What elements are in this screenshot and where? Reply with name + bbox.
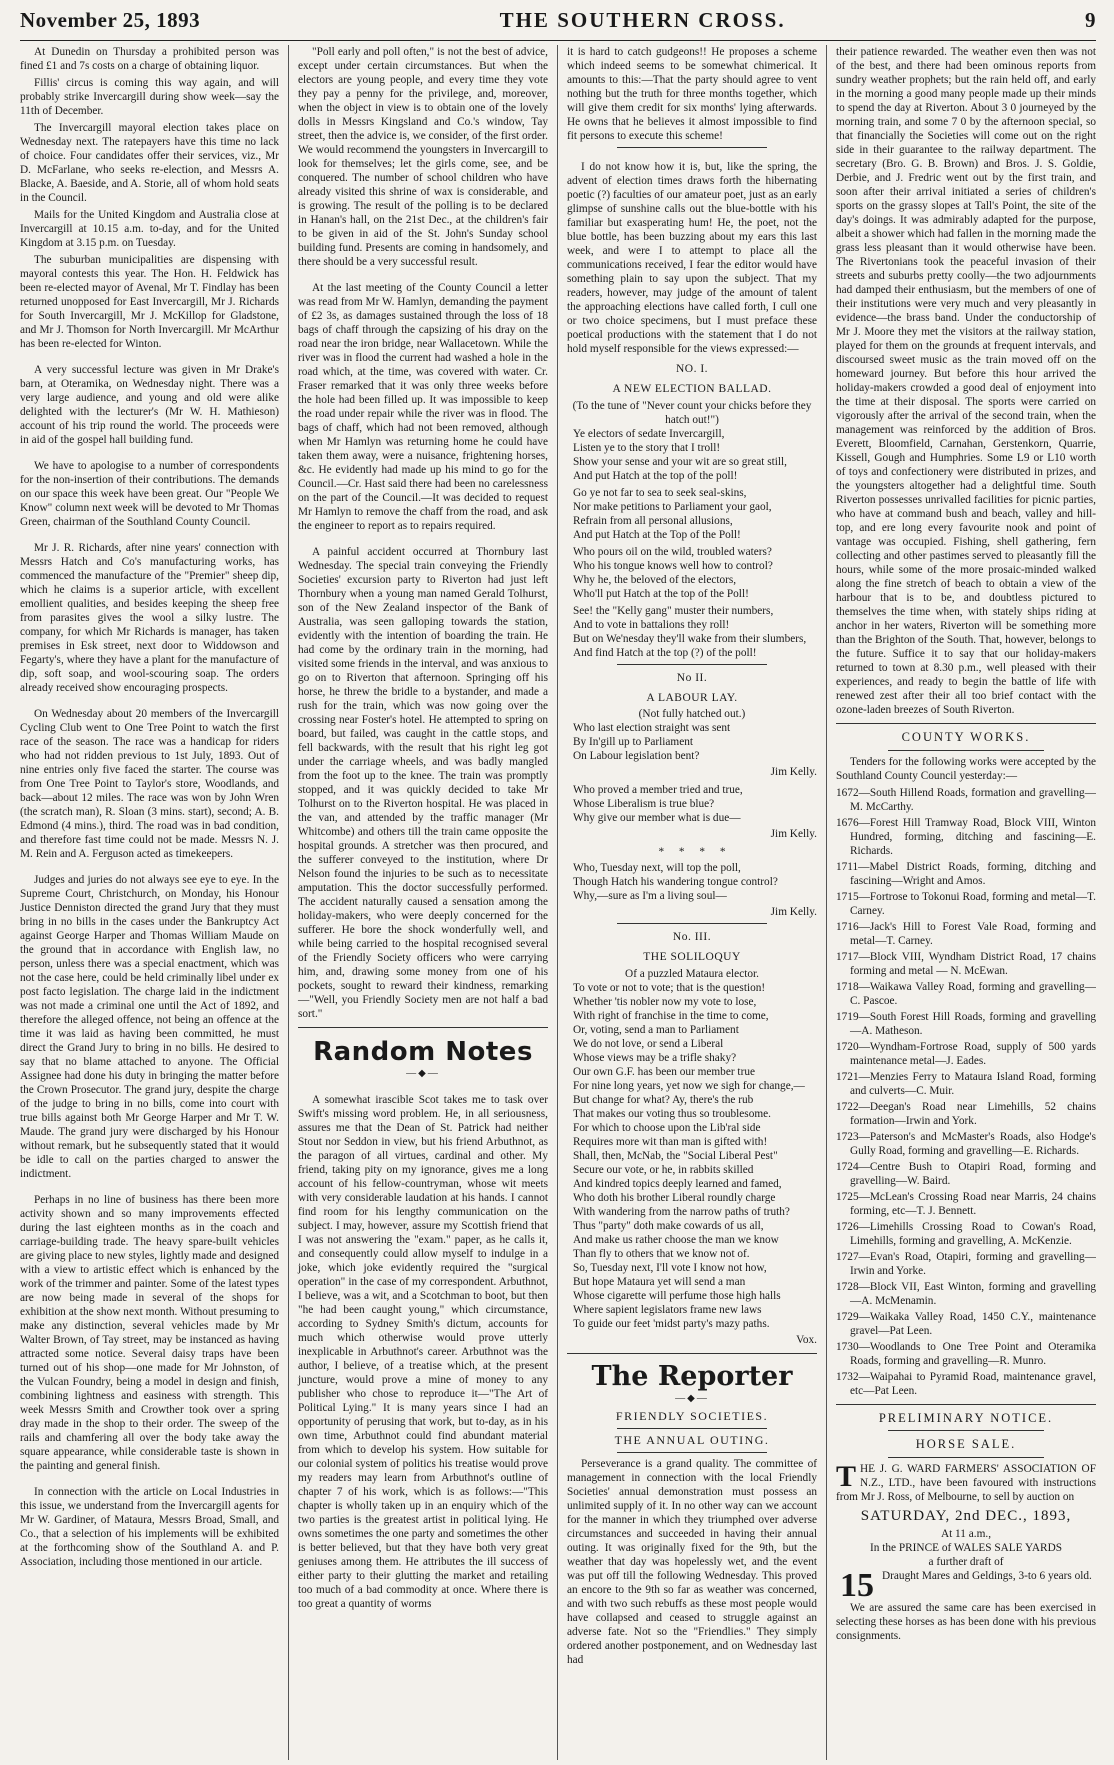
section-rule [298, 1027, 548, 1028]
short-rule [888, 1457, 1044, 1458]
stars-divider: * * * * [658, 846, 732, 858]
short-rule [617, 664, 767, 665]
poem-line: So, Tuesday next, I'll vote I know not how, [573, 1261, 767, 1274]
poem-tune: (To the tune of "Never count your chicks before they hatch out!") [572, 399, 812, 426]
poem-line: Whose views may be a trifle shaky? [573, 1051, 737, 1064]
ornament-divider: —◆— [675, 1392, 709, 1404]
notice-text [836, 1459, 1096, 1504]
notice-subheading: HORSE SALE. [915, 1437, 1017, 1451]
news-item: "Poll early and poll often," is not the best of advice, except under certain circumstances. But when the electors are young people, and every time they vote they pay a penny for the privilege, and, moreover, when the object in view is to obtain one of the lovely dolls in Messrs Kingsland and Co.'s window, Tay street, then the advice is, we consider, of the first order. We would recommend the youngsters in Invercargill to look for themselves; let the girls come, see, and be conquered. The number of school children who have already visited this shrine of wax is considerable, and is growing. The result of the polling is to be declared in Hanan's hall, on the 21st Dec., at the children's fair to be given in aid of the St. John's Sunday school building fund. Presents are coming in handsomely, and there should be a very successful result. [298, 46, 548, 268]
poem-line: Who doth his brother Liberal roundly charge [573, 1191, 776, 1204]
news-item: On Wednesday about 20 members of the Invercargill Cycling Club went to One Tree Point to watch the first race of the season. The race was a handicap for riders who had not ridden previous to 1st July, 1893. Out of nine entries only five faced the starter. The course was from One Tree Point to Taylor's store, Woodlands, and back—about 12 miles. The race was won by John Wren (the scratch man), R. Sloan (3 mins. start), second; A. B. Edmond (4 mins.), third. The road was in bad condition, and therefore fast time could not be made. Messrs N. J. M. Rein and A. Ferguson acted as timekeepers. [20, 708, 279, 860]
poem-line: On Labour legislation bent? [573, 750, 700, 762]
poem-line: Who proved a member tried and true, [573, 784, 743, 796]
notice-heading: PRELIMINARY NOTICE. [878, 1410, 1054, 1425]
tender-item: 1716—Jack's Hill to Forest Vale Road, forming and metal—T. Carney. [836, 920, 1096, 947]
masthead-date: November 25, 1893 [20, 8, 201, 32]
sale-further: a further draft of [928, 1556, 1004, 1569]
news-item: A painful accident occurred at Thornbury last Wednesday. The special train conveying the Friendly Societies' excursion party to Riverton had just left Thornbury when a young man named Gerald Tolhurst, son of the New Zealand inspector of the Bank of Australia, was seen galloping towards the station, evidently with the intention of boarding the train. He had come by the ordinary train in the morning, had visited some friends in the interval, and was anxious to go on to Riverton that afternoon. Springing off his horse, he threw the bridle to a bystander, and made a rush for the train, which was now going over the crossing near Foster's hotel. He attempted to spring on board, but failed, was caught in the cattle stops, and fell backwards, with the result that his right leg got under the carriage wheels, and was badly mangled from the foot up to the knee. The train was promptly stopped, and it was quickly decided to take Mr Tolhurst on to the Riverton hospital. He was placed in the van, and attended by the traffic manager (Mr Whitcombe) and others till the train came opposite the hospital grounds. A stretcher was then procured, and the sufferer conveyed to the institution, where Dr Nelson found the injuries to be such as to necessitate amputation. This the doctor successfully performed. The accident naturally caused a sensation among the holiday-makers, who were deeply concerned for the sufferer. He bore the shock wonderfully well, and while being carried to the hospital recognised several of the Friendly Society officers who were carrying him, and, drawing some money from one of his pockets, sought to reward their kindness, remarking—"Well, you Friendly Society men are not half a bad sort." [298, 546, 548, 1020]
reporter-continued: their patience rewarded. The weather even then was not of the best, and there had been ominous reports from sundry weather prophets; but the rain held off, and early in the morning a good many people made up their minds to spend the day at Riverton. About 3 0 journeyed by the morning train, and some 7 0 by the afternoon special, so that financially the Societies will come out on the right side in their guarantee to the railway department. The secretary (Bro. G. B. Brown) and Bros. J. S. Goldie, Derbie, and J. Fredric went out by the first train, and soon after their arrival initiated a series of children's sports on the grassy slopes at Tall's Point, the site of the day's doings. It was admirably adapted for the purpose, albeit a shower which had fallen in the morning made the grass less pleasant than it would otherwise have been. The Rivertonians took the peaceful invasion of their streets and suburbs pretty coolly—the two adjournments had damped their enthusiasm, but the members of one of their institutions were very much and very pleasantly in evidence—the brass band. Under the conductorship of Mr J. Moore they met the visitors at the railway station, played for them on the grounds at frequent intervals, and discoursed sweet music as the train moved off on the homeward journey. But before this hour arrived the holiday-makers crowded a good deal of enjoyment into the time at their disposal. The sports were carried on vigorously after the arrival of the second train, when the management was reinforced by the addition of Bros. Everett, Bloomfield, Carnahan, Gerstenkorn, Quarrie, Kissell, Gough and Humphries. Some L9 or L10 worth of toys and confectionery were distributed in prizes, and the youngsters altogether had a delightful time. South Riverton possesses unrivalled facilities for picnic parties, who have at command bush and beach, valley and hill-top, and ere long every favourite nook and point of vantage was occupied. Fishing, shell gathering, fern collecting and other pastimes served to pleasantly fill the hours, while some of the more prosaic-minded walked along the fine stretch of beach to obtain a view of the harbour that is to be, and doubtless pictured to themselves the time when, with stately ships riding at anchor in her waters, Riverton will be something more than the Brighton of the South. That, however, belongs to the future. Suffice it to say that our holiday-makers returned to town at 8.30 p.m., well pleased with their experiences, and ready to begin the battle of life with renewed zest after their all too brief contact with the ozone-laden breezes of South Riverton. [836, 46, 1096, 716]
news-item: At the last meeting of the County Council a letter was read from Mr W. Hamlyn, demanding the payment of £2 3s, as damages sustained through the loss of 18 bags of chaff through the capsizing of his dray on the road near the iron bridge, near Wallacetown. While the river was in flood the current had washed a hole in the road which, at the time, was covered with water. Cr. Fraser remarked that it was only three weeks before the hole had been filled up. It was impossible to keep the road under repair while the river was in flood. The bags of chaff, which had not been removed, although when Mr Hamlyn was returning home he could have taken them away, were a nuisance, frightening horses, &c. He evidently had made up his mind to go for the Council.—Cr. Hast said there had been no carelessness on the part of the Council.—It was decided to request Mr Hamlyn to remove the chaff from the road, and ask the engineer to report as to repairs required. [298, 282, 548, 532]
tender-item: 1719—South Forest Hill Roads, forming and gravelling—A. Matheson. [836, 1010, 1096, 1037]
poem-line: Than fly to others that we know not of. [573, 1247, 750, 1260]
reporter-heading: The Reporter [591, 1360, 793, 1392]
news-item: Judges and juries do not always see eye to eye. In the Supreme Court, Christchurch, on Monday, his Honour Justice Denniston directed the grand Jury that they must bring in no bills in the cases under the Bankruptcy Act against George Harper and Thomas William Maude on the ground that in accordance with English law, no person, unless there was a special enactment, which was not the case here, could be held criminally libel under ex post facto legislation. The charge laid in the indictment was not made a criminal one until the Act of 1892, and therefore the alleged offence, not being an offence at the time it was laid as having been committed, he must direct the Grand Jury to bring in no bills. He desired to say that no blame attached to anyone. The Official Assignee had done his duty in bringing the matter before the Crown Prosecutor. The grand jury, despite the charge of the judge to bring in no bills, come into court with true bills against both Mr George Harper and Mr T. W. Maude. The grand jury were discharged by his Honour without remark, but he subsequently stated that it would be idle to call on the parties charged to answer the indictment. [20, 874, 279, 1180]
tender-item: 1727—Evan's Road, Otapiri, forming and gravelling—Irwin and Yorke. [836, 1250, 1096, 1277]
short-rule [617, 1428, 767, 1429]
tender-item: 1718—Waikawa Valley Road, forming and gravelling—C. Pascoe. [836, 980, 1096, 1007]
column-1 [20, 45, 289, 1760]
column-4 [827, 45, 1096, 1760]
notice-body: HE J. G. WARD FARMERS' ASSOCIATION OF N.Z., LTD., have been favoured with instructions from Mr J. Ross, of Melbourne, to sell by auction on [836, 1462, 1096, 1503]
poem-signature: Jim Kelly. [770, 766, 817, 778]
tender-item: 1722—Deegan's Road near Limehills, 52 chains formation—Irwin and York. [836, 1100, 1096, 1127]
poem-line: To guide our feet 'midst party's mazy paths. [573, 1317, 770, 1330]
poem-line: And put Hatch at the top of the poll! [573, 469, 738, 482]
poem-line: Whose cigarette will perfume those high halls [573, 1289, 781, 1302]
poem-line: But hope Mataura yet will send a man [573, 1275, 746, 1288]
ornament-divider: —◆— [406, 1068, 440, 1080]
sale-lot [836, 1569, 1096, 1601]
tender-item: 1715—Fortrose to Tokonui Road, forming and metal—T. Carney. [836, 890, 1096, 917]
masthead-title: THE SOUTHERN CROSS. [499, 8, 786, 32]
news-item: We have to apologise to a number of correspondents for the non-insertion of their contributions. The demands on our space this week have been great. Our "People We Know" column next week will be devoted to Mr Thomas Green, chairman of the Southland County Council. [20, 460, 279, 528]
poem-line: Why,—sure as I'm a living soul— [573, 890, 727, 902]
news-item: Fillis' circus is coming this way again, and will probably strike Invercargill during show week—say the 11th of December. [20, 77, 279, 117]
tender-item: 1726—Limehills Crossing Road to Cowan's Road, Limehills, forming and gravelling, A. McKenzie. [836, 1220, 1096, 1247]
poem-line: But change for what? Ay, there's the rub [573, 1093, 754, 1106]
poem-number: No II. [676, 671, 708, 684]
poem-line: By In'gill up to Parliament [573, 736, 694, 748]
poem-line: To vote or not to vote; that is the question! [573, 981, 766, 994]
short-rule [617, 147, 767, 148]
poem-title: THE SOLILOQUY [643, 951, 741, 964]
county-works-intro: Tenders for the following works were accepted by the Southland County Council yesterday:— [836, 755, 1096, 782]
tender-item: 1728—Block VII, East Winton, forming and gravelling—A. McMenamin. [836, 1280, 1096, 1307]
poem-line: Nor make petitions to Parliament your gaol, [573, 500, 772, 513]
tender-item: 1725—McLean's Crossing Road near Marris, 24 chains forming, etc—T. J. Bennett. [836, 1190, 1096, 1217]
news-item: Perhaps in no line of business has there been more activity shown and so many improvements effected during the last eighteen months as in the coach and carriage-building trade. The heavy spare-built vehicles are giving place to new styles, lightly made and designed with a view to artistic effect which is enhanced by the work of the trimmer and painter. Some of the latest types are now being made in several of the shops for exhibition at the show next month. Without presuming to make any distinction, several vehicles made by Mr Walter Brown, of Tay street, may be instanced as having attracted some notice. Several daisy traps have been turned out of his shop—one made for Mr Johnston, of the Vulcan Foundry, being a model in design and finish, combining lightness and easiness with strength. This week Messrs Smith and Crowther took over a spring dray made in the shop to their order. The sweep of the rails and chamfering all over the body take away the square appearance, while considerable taste is shown in the painting and general finish. [20, 1194, 279, 1472]
poem-line: Go ye not far to sea to seek seal-skins, [573, 486, 747, 499]
poem-line: Listen ye to the story that I troll! [573, 441, 721, 454]
poem-number: NO. I. [675, 363, 709, 375]
section-rule [567, 1353, 817, 1354]
poem-line: Refrain from all personal allusions, [573, 514, 733, 527]
poem-line: Or, voting, send a man to Parliament [573, 1023, 739, 1036]
reporter-subheading: FRIENDLY SOCIETIES. [615, 1409, 769, 1424]
news-item: At Dunedin on Thursday a prohibited person was fined £1 and 7s costs on a charge of obtaining liquor. [20, 46, 279, 72]
poem-line: That makes our voting thus so troublesome. [573, 1107, 771, 1120]
sale-horses: Draught Mares and Geldings, 3-to 6 years old. [882, 1570, 1092, 1583]
column-3 [558, 45, 827, 1760]
poem-line: Show your sense and your wit are so great still, [573, 455, 787, 468]
poem-line: Where sapient legislators frame new laws [573, 1303, 762, 1316]
poem-line: Who his tongue knows well how to control? [573, 559, 773, 572]
poem-title: A NEW ELECTION BALLAD. [612, 383, 772, 396]
poem-line: See! the "Kelly gang" muster their numbers, [573, 604, 774, 617]
poem-line: And find Hatch at the top (?) of the poll! [573, 646, 757, 659]
poem-soliloquy [573, 981, 817, 1347]
random-notes-continued: it is hard to catch gudgeons!! He proposes a scheme which indeed seems to be somewhat chimerical. It amounts to this:—That the party should agree to vent nothing but the truth for three months together, which will give them credit for six months' lying afterwards. He owns that he believes it almost impossible to find fit persons to execute this scheme! [567, 46, 817, 142]
reporter-text: Perseverance is a grand quality. The committee of management in connection with the local Friendly Societies' annual demonstration must possess an unlimited supply of it. In no other way can we account for the manner in which they triumphed over adverse circumstances and succeeded in having their annual outing. It was originally fixed for the 9th, but the weather that day was hopelessly wet, and the event was put off till the following Wednesday. This proved an encore to the 9th so far as weather was concerned, and with two such rebuffs as these most people would have collapsed and ceased to struggle against an adverse fate. Not so the "Friendlies." They simply ordered another postponement, and on Wednesday last had [567, 1458, 817, 1667]
poem-line: Secure our vote, or he, in rabbits skilled [573, 1163, 754, 1176]
tender-item: 1721—Menzies Ferry to Mataura Island Road, forming and culverts—C. Muir. [836, 1070, 1096, 1097]
random-notes-text: I do not know how it is, but, like the spring, the advent of election times draws forth the hibernating poetic (?) faculties of our amateur poet, just as an early glimpse of sunshine calls out the blue-bottle with his familiar but exasperating hum! He, the poet, not the blue bottle, has been buzzing about my ears this last week, and were I to attempt to place all the communications received, I fear the editor would have something plain to say upon the subject. That my readers, however, may judge of the amount of talent the approaching elections have called forth, I cull one or two choice specimens, but I must preface these poetical productions with the statement that I do not hold myself responsible for the views expressed:— [567, 161, 817, 355]
tender-item: 1720—Wyndham-Fortrose Road, supply of 500 yards maintenance metal—J. Eades. [836, 1040, 1096, 1067]
poem-line: For nine long years, yet now we sigh for change,— [573, 1079, 805, 1092]
random-notes-text: A somewhat irascible Scot takes me to task over Swift's missing word problem. He, in all seriousness, assures me that the Dean of St. Patrick had neither Stout nor Seddon in view, but his friend Arbuthnot, as the paragon of all virtues, cardinal and other. My friend, taking pity on my ignorance, gives me a long account of his fellow-countryman, whose wit meets with very considerable laudation at his hands. I cannot find room for his lengthy communication on the subject. I may, however, assure my Scottish friend that I was not answering the "exam." paper, as he calls it, and consequently could allow myself to indulge in a joke, which joke evidently required the "surgical operation" in the case of my correspondent. Arbuthnot, I believe, was a wit, and a Scotchman to boot, but then "he had been caught young," which circumstance, according to Sydney Smith's dictum, accounts for much which otherwise would prove utterly inexplicable in Arbuthnot's career. Arbuthnot was the author, I believe, of a treatise which, at the present juncture, would prove a mine of money to any publisher who chose to reproduce it—"The Art of Political Lying." It is many years since I had an opportunity of perusing that work, but to-day, as in his own time, Arbuthnot could find abundant material from which to develop his system. How suitable for our colonial system of politics his treatise would prove my readers may learn from Arbuthnot's outline of chapter 7 of his work, which is as follows:—"This chapter is wholly taken up in an enquiry which of the two parties is the greatest artist in political lying. He owns sometimes the one party and sometimes the other is better believed, but that they have both very great geniuses among them. He attributes the ill success of either party to their glutting the market and retailing too much of a bad commodity at once. Where there is too great a quantity of worms [298, 1093, 548, 1610]
tender-item: 1672—South Hillend Roads, formation and gravelling—M. McCarthy. [836, 786, 1096, 813]
poem-line: With right of franchise in the time to come, [573, 1009, 769, 1022]
poem-signature: Jim Kelly. [770, 906, 817, 918]
poem-line: And put Hatch at the Top of the Poll! [573, 528, 741, 541]
sale-place: In the PRINCE of WALES SALE YARDS [869, 1542, 1063, 1555]
short-rule [888, 750, 1044, 751]
tender-item: 1711—Mabel District Roads, forming, ditching and fascining—Wright and Amos. [836, 860, 1096, 887]
news-item: A very successful lecture was given in Mr Drake's barn, at Oteramika, on Wednesday night. There was a very large audience, and young and old were alike delighted with the lecturer's (Mr W. H. Mathieson) account of his trip round the world. The proceeds were in aid of the gospel hall building fund. [20, 364, 279, 446]
poem-line: Shall, then, McNab, the "Social Liberal Pest" [573, 1149, 778, 1162]
section-rule [836, 723, 1096, 724]
poem-labour-lay [573, 721, 817, 919]
short-rule [617, 923, 767, 924]
tender-list [836, 786, 1096, 1398]
masthead [20, 8, 1096, 41]
poem-line: For which to choose upon the Lib'ral side [573, 1121, 761, 1134]
drop-cap: T [836, 1459, 857, 1493]
poem-line: Whether 'tis nobler now my vote to lose, [573, 995, 757, 1008]
reporter-subheading: THE ANNUAL OUTING. [614, 1433, 770, 1448]
news-item: In connection with the article on Local Industries in this issue, we understand from the Invercargill agents for Mr W. Gardiner, of Mataura, Messrs Broad, Small, and Co., that a selection of his implements will be exhibited at the forthcoming show of the Southland A. and P. Association, including those mentioned in our article. [20, 1486, 279, 1568]
tender-item: 1717—Block VIII, Wyndham District Road, 17 chains forming and metal — N. McEwan. [836, 950, 1096, 977]
tender-item: 1723—Paterson's and McMaster's Roads, also Hodge's Gully Road, forming and gravelling—E. Richards. [836, 1130, 1096, 1157]
tender-item: 1732—Waipahai to Pyramid Road, maintenance gravel, etc—Pat Leen. [836, 1370, 1096, 1397]
poem-line: Who last election straight was sent [573, 722, 731, 734]
news-item: The Invercargill mayoral election takes place on Wednesday next. The ratepayers have this time no lack of choice. Four candidates offer their services, viz., Mr D. McFarlane, who seeks re-election, and Messrs A. Blacke, A. Baeside, and A. Storie, all of whom hold seats in the Council. [20, 122, 279, 204]
poem-line: We do not love, or send a Liberal [573, 1037, 724, 1050]
poem-line: And make us rather choose the man we know [573, 1233, 779, 1246]
poem-line: Our own G.F. has been our member true [573, 1065, 755, 1078]
poem-line: Why give our member what is due— [573, 812, 741, 824]
poem-subtitle: Of a puzzled Mataura elector. [625, 967, 759, 980]
news-item: The suburban municipalities are dispensing with mayoral contests this year. The Hon. H. Feldwick has been re-elected mayor of Avenal, Mr T. Findlay has been returned unopposed for East Invercargill, Mr J. Richards for South Invercargill, Mr J. McKillop for Gladstone, and Mr J. Thomson for North Invercargill. Mr McArthur has been re-elected for Winton. [20, 254, 279, 350]
poem-line: Ye electors of sedate Invercargill, [573, 427, 725, 440]
poem-number: No. III. [672, 931, 712, 943]
poem-subtitle: (Not fully hatched out.) [638, 708, 746, 720]
news-item: Mr J. R. Richards, after nine years' connection with Messrs Hatch and Co's manufacturing works, has commenced the manufacture of the "Premier" sheep dip, which he claims is a superior article, with excellent emollient qualities, and besides keeping the sheep free from parasites gives the wool a silky lustre. The company, for which Mr Richards is manager, has taken premises in Esk street, next door to Widdowson and Fegarty's, where they have a plant for the manufacture of dip, soft soap, and wool-scouring soap. The orders already received show encouraging prospects. [20, 542, 279, 694]
sale-count: 15 [840, 1569, 874, 1602]
poem-signature: Jim Kelly. [770, 828, 817, 840]
short-rule [888, 1430, 1044, 1431]
columns [20, 45, 1096, 1760]
poem-line: Why he, the beloved of the electors, [573, 573, 737, 586]
county-works-heading: COUNTY WORKS. [901, 730, 1031, 744]
sale-time: At 11 a.m., [940, 1528, 992, 1541]
poem-line: Requires more wit than man is gifted with! [573, 1135, 768, 1148]
poem-line: Who pours oil on the wild, troubled waters? [573, 545, 772, 558]
poem-signature: Vox. [796, 1333, 817, 1346]
poem-line: But on We'nesday they'll wake from their slumbers, [573, 632, 807, 645]
poem-ballad [573, 427, 817, 660]
short-rule [617, 1452, 767, 1453]
poem-line: And kindred topics deeply learned and famed, [573, 1177, 782, 1190]
poem-line: And to vote in battalions they roll! [573, 618, 730, 631]
tender-item: 1730—Woodlands to One Tree Point and Oteramika Roads, forming and gravelling—R. Munro. [836, 1340, 1096, 1367]
tender-item: 1724—Centre Bush to Otapiri Road, forming and gravelling—W. Baird. [836, 1160, 1096, 1187]
poem-line: With wandering from the narrow paths of truth? [573, 1205, 790, 1218]
poem-line: Though Hatch his wandering tongue control? [573, 876, 778, 888]
masthead-page-number: 9 [1085, 8, 1096, 32]
random-notes-heading: Random Notes [313, 1037, 533, 1067]
poem-line: Thus "party" doth make cowards of us all, [573, 1219, 764, 1232]
poem-line: Who'll put Hatch at the top of the Poll! [573, 587, 749, 600]
poem-line: Whose Liberalism is true blue? [573, 798, 715, 810]
section-rule [836, 1404, 1096, 1405]
poem-line: Who, Tuesday next, will top the poll, [573, 862, 741, 874]
notice-closing: We are assured the same care has been exercised in selecting these horses as has been done with his previous consignments. [836, 1602, 1096, 1643]
column-2 [289, 45, 558, 1760]
news-item: Mails for the United Kingdom and Australia close at Invercargill at 10.15 a.m. to-day, and for the United Kingdom at 3.15 p.m. on Tuesday. [20, 209, 279, 249]
poem-title: A LABOUR LAY. [646, 691, 738, 704]
tender-item: 1729—Waikaka Valley Road, 1450 C.Y., maintenance gravel—Pat Leen. [836, 1310, 1096, 1337]
tender-item: 1676—Forest Hill Tramway Road, Block VIII, Winton Hundred, forming, ditching and fascining—E. Richards. [836, 816, 1096, 857]
sale-date: SATURDAY, 2nd DEC., 1893, [860, 1507, 1072, 1524]
